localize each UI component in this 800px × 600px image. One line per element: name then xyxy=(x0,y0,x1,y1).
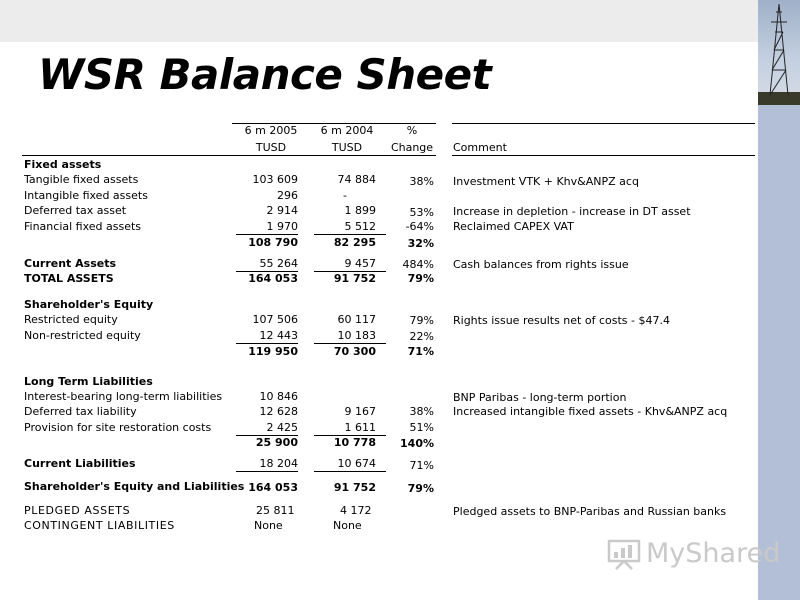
subtotal-2004: 70 300 xyxy=(333,345,376,358)
comment-top-rule xyxy=(452,123,755,124)
row-value-2005: 2 425 xyxy=(236,421,298,436)
row-value-2005: 12 443 xyxy=(236,329,298,344)
section-long-term-liabilities: Long Term Liabilities xyxy=(24,375,153,388)
row-value-2005: 103 609 xyxy=(252,173,298,186)
row-value-2004: 91 752 xyxy=(333,272,376,285)
section-fixed-assets: Fixed assets xyxy=(24,158,102,171)
row-value-2004: 91 752 xyxy=(333,481,376,494)
row-comment: Increased intangible fixed assets - Khv&ANPZ acq xyxy=(453,405,728,418)
row-pct: 51% xyxy=(409,421,434,434)
row-comment: Increase in depletion - increase in DT asset xyxy=(453,205,691,218)
oil-derrick-icon xyxy=(758,0,800,105)
row-comment: BNP Paribas - long-term portion xyxy=(453,391,627,404)
row-pct: 22% xyxy=(409,330,434,343)
row-value-2004: 60 117 xyxy=(337,313,376,326)
row-pct: 38% xyxy=(409,405,434,418)
row-pct: 53% xyxy=(409,206,434,219)
section-shareholders-equity: Shareholder's Equity xyxy=(24,298,154,311)
row-label: Tangible fixed assets xyxy=(24,173,139,186)
row-value-2005: 55 264 xyxy=(236,257,298,272)
row-pct: 79% xyxy=(407,272,434,285)
col-2004-unit: TUSD xyxy=(331,141,363,154)
row-value-2004: 10 674 xyxy=(314,457,386,472)
row-value-2005: 2 914 xyxy=(266,204,298,217)
row-value-2005: None xyxy=(254,519,283,532)
row-value-2005: 25 811 xyxy=(256,504,295,517)
row-value-2005: 1 970 xyxy=(236,220,298,235)
row-value-2004: 10 183 xyxy=(314,329,386,344)
row-comment: Investment VTK + Khv&ANPZ acq xyxy=(453,175,639,188)
header-bottom-rule xyxy=(22,155,436,156)
row-pct: 38% xyxy=(409,175,434,188)
row-value-2004: 1 899 xyxy=(344,204,376,217)
col-pct-unit: Change xyxy=(390,141,434,154)
row-label: Current Liabilities xyxy=(24,457,136,470)
col-2005-unit: TUSD xyxy=(255,141,287,154)
row-value-2004: 74 884 xyxy=(337,173,376,186)
row-value-2005: 12 628 xyxy=(259,405,298,418)
right-accent-bar xyxy=(758,105,800,600)
subtotal-2005: 108 790 xyxy=(248,236,298,249)
row-value-2005: 164 053 xyxy=(248,481,298,494)
top-band xyxy=(0,0,758,42)
row-comment: Cash balances from rights issue xyxy=(453,258,629,271)
row-pct: 79% xyxy=(409,314,434,327)
row-label: Shareholder's Equity and Liabilities xyxy=(24,480,245,493)
row-pct: -64% xyxy=(405,220,434,233)
subtotal-2005: 25 900 xyxy=(255,436,298,449)
row-label: Restricted equity xyxy=(24,313,118,326)
row-value-2004: 1 611 xyxy=(314,421,386,436)
subtotal-pct: 32% xyxy=(407,237,434,250)
row-value-2004: 4 172 xyxy=(340,504,372,517)
row-value-2004: 9 457 xyxy=(314,257,386,272)
row-label: Interest-bearing long-term liabilities xyxy=(24,390,223,403)
row-value-2005: 164 053 xyxy=(248,272,298,285)
row-label: CONTINGENT LIABILITIES xyxy=(24,519,175,532)
comment-header-rule xyxy=(452,155,755,156)
row-label: Non-restricted equity xyxy=(24,329,141,342)
row-value-2005: 296 xyxy=(277,189,298,202)
col-pct-top: % xyxy=(406,124,418,137)
watermark-text: MyShared xyxy=(646,538,781,569)
row-value-2004: 9 167 xyxy=(344,405,376,418)
presentation-board-icon xyxy=(606,538,642,570)
page-title: WSR Balance Sheet xyxy=(38,50,492,99)
row-value-2004: 5 512 xyxy=(314,220,386,235)
subtotal-pct: 140% xyxy=(400,437,434,450)
row-value-2005: 107 506 xyxy=(252,313,298,326)
row-label: Deferred tax liability xyxy=(24,405,137,418)
row-label: Deferred tax asset xyxy=(24,204,127,217)
row-label: Intangible fixed assets xyxy=(24,189,148,202)
row-comment: Reclaimed CAPEX VAT xyxy=(453,220,574,233)
row-label: Financial fixed assets xyxy=(24,220,142,233)
row-pct: 79% xyxy=(407,482,434,495)
row-label: Current Assets xyxy=(24,257,117,270)
row-value-2005: 10 846 xyxy=(259,390,298,403)
row-pct: 484% xyxy=(402,258,434,271)
row-comment: Rights issue results net of costs - $47.4 xyxy=(453,314,670,327)
col-comment-header: Comment xyxy=(453,141,507,154)
row-value-2004: None xyxy=(333,519,362,532)
subtotal-2004: 82 295 xyxy=(333,236,376,249)
row-label: PLEDGED ASSETS xyxy=(24,504,131,517)
row-pct: 71% xyxy=(409,459,434,472)
subtotal-pct: 71% xyxy=(407,345,434,358)
oil-derrick-photo xyxy=(758,0,800,105)
col-2005-top: 6 m 2005 xyxy=(244,124,298,137)
row-value-2004: - xyxy=(343,189,347,202)
row-label: Provision for site restoration costs xyxy=(24,421,212,434)
subtotal-2005: 119 950 xyxy=(248,345,298,358)
row-comment: Pledged assets to BNP-Paribas and Russian banks xyxy=(453,505,727,518)
subtotal-2004: 10 778 xyxy=(333,436,376,449)
col-2004-top: 6 m 2004 xyxy=(320,124,374,137)
row-label: TOTAL ASSETS xyxy=(24,272,114,285)
row-value-2005: 18 204 xyxy=(236,457,298,472)
